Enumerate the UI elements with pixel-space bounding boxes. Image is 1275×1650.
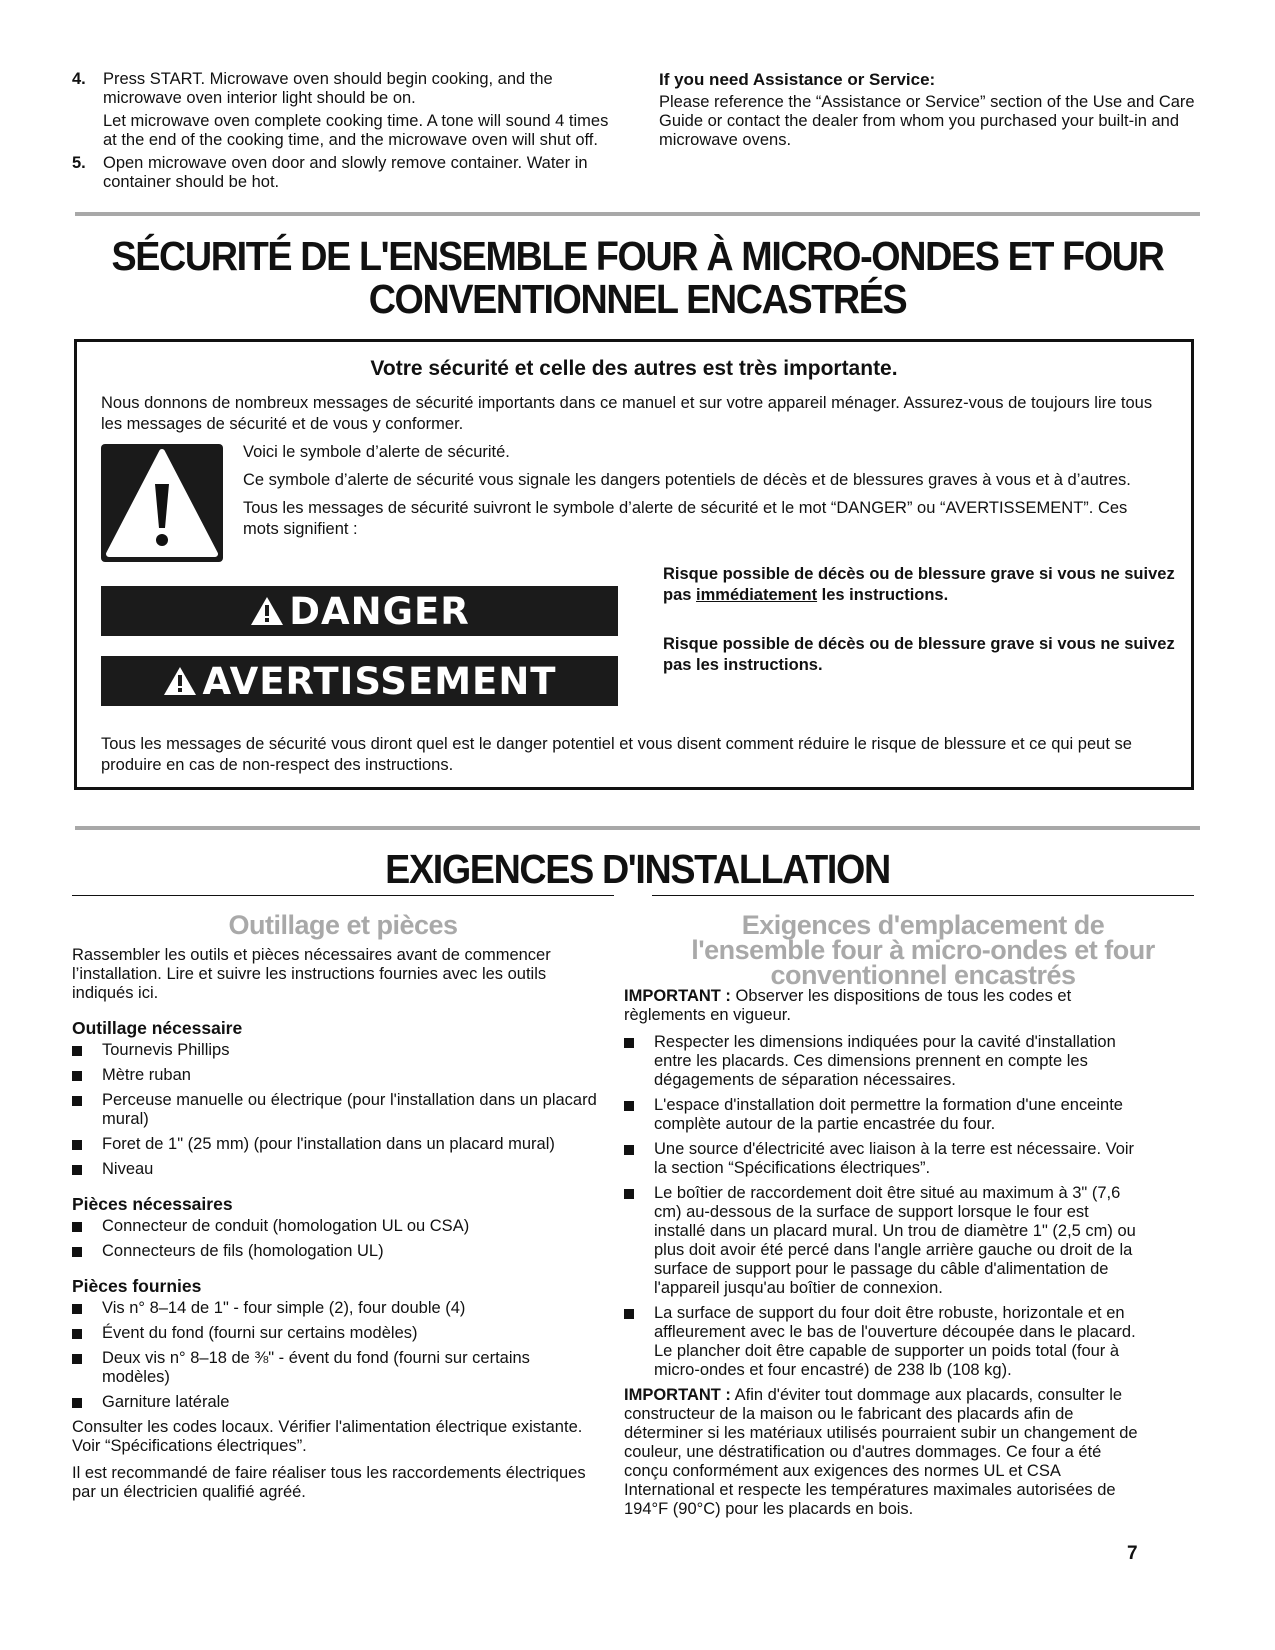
bullet-icon (72, 1046, 82, 1056)
subtitle-line: Exigences d'emplacement de (741, 910, 1105, 940)
list-item (624, 1096, 1144, 1134)
supplied-heading: Pièces fournies (72, 1276, 202, 1296)
warning-banner (101, 656, 618, 706)
symbol-text: Tous les messages de sécurité suivront le symbole d’alerte de sécurité et le mot “DANGER” ou “AVERTISSEMENT”. Ces mots signifient : (243, 499, 1128, 538)
list-item (72, 1349, 597, 1387)
subtitle-line: conventionnel encastrés (770, 960, 1076, 990)
assistance-column (659, 70, 1199, 150)
bullet-icon (72, 1304, 82, 1314)
warning-label: AVERTISSEMENT (202, 659, 557, 703)
list-item (72, 1041, 597, 1060)
bullet-icon (72, 1071, 82, 1081)
safety-box (74, 339, 1194, 790)
danger-desc-text: les instructions. (817, 586, 949, 604)
important-text: Afin d'éviter tout dommage aux placards, consulter le constructeur de la maison ou le fabricant des placards afin de déterminer si les matériaux utilisés pourraient subir un changement de couleur, une déstratification ou d'autres dommages. Ce four a été conçu conformément aux exigences des normes UL et CSA International et respecte les températures maximales autorisées de 194°F (90°C) pour les placards en bois. (624, 1386, 1138, 1518)
list-item (624, 1304, 1144, 1380)
bullet-icon (624, 1101, 634, 1111)
section-divider (75, 826, 1200, 830)
list-item-text: Foret de 1" (25 mm) (pour l'installation dans un placard mural) (102, 1135, 555, 1153)
step-text: Open microwave oven door and slowly remove container. Water in container should be hot. (103, 154, 588, 191)
list-item-text: Respecter les dimensions indiquées pour la cavité d'installation entre les placards. Ces dimensions prennent en compte les dégagements de séparation nécessaires. (654, 1033, 1116, 1089)
list-item-text: Évent du fond (fourni sur certains modèles) (102, 1324, 418, 1342)
section-divider (75, 212, 1200, 216)
list-item (72, 1217, 597, 1236)
list-item-text: Tournevis Phillips (102, 1041, 230, 1059)
column-rule (652, 895, 1194, 896)
list-item-text: Le boîtier de raccordement doit être situé au maximum à 3" (7,6 cm) au-dessous de la surface de support lorsque le four est installé dans un placard mural. Un trou de diamètre 1" (2,5 cm) ou plus doit avoir été percé dans l'angle arrière gauche ou droit de la surface de support pour le passage du câble d'alimentation de l'appareil jusqu'au boîtier de connexion. (654, 1184, 1136, 1297)
list-item-text: La surface de support du four doit être robuste, horizontale et en affleurement avec le bas de l'ouverture découpée dans le placard. Le plancher doit être capable de supporter un poids total (four à micro-ondes et four encastré) de 238 lb (108 kg). (654, 1304, 1136, 1379)
list-item (624, 1140, 1144, 1178)
list-item (624, 1033, 1144, 1090)
danger-banner (101, 586, 618, 636)
bullet-icon (72, 1398, 82, 1408)
step-5 (70, 154, 615, 192)
tools-intro: Rassembler les outils et pièces nécessaires avant de commencer l’installation. Lire et suivre les instructions fournies avec les outils indiqués ici. (72, 946, 551, 1002)
list-item-text: Connecteur de conduit (homologation UL ou CSA) (102, 1217, 470, 1235)
step-4 (70, 70, 615, 150)
list-item-text: Niveau (102, 1160, 154, 1178)
list-item-text: L'espace d'installation doit permettre la formation d'une enceinte complète autour de la partie encastrée du four. (654, 1096, 1123, 1133)
safety-intro: Nous donnons de nombreux messages de sécurité importants dans ce manuel et sur votre appareil ménager. Assurez-vous de toujours lire tous les messages de sécurité et de vous y conformer. (101, 394, 1153, 433)
safety-title-line: SÉCURITÉ DE L'ENSEMBLE FOUR À MICRO-ONDES ET FOUR (111, 233, 1164, 279)
bullet-icon (624, 1309, 634, 1319)
list-item (72, 1324, 597, 1343)
step-number: 5. (72, 154, 86, 172)
bullet-icon (624, 1189, 634, 1199)
important-label: IMPORTANT : (624, 1386, 731, 1404)
danger-description (663, 564, 1183, 606)
step-number: 4. (72, 70, 86, 88)
danger-desc-text: Risque possible de décès ou de blessure grave si vous ne suivez pas (663, 565, 1175, 604)
list-item-text: Deux vis n° 8–18 de ⅜" - évent du fond (fourni sur certains modèles) (102, 1349, 530, 1386)
safety-heading: Votre sécurité et celle des autres est très importante. (370, 357, 898, 380)
subtitle-line: l'ensemble four à micro-ondes et four (691, 935, 1155, 965)
danger-desc-underline: immédiatement (696, 586, 818, 604)
warning-triangle-icon (249, 595, 285, 627)
location-requirements-list (624, 1033, 1144, 1380)
list-item-text: Une source d'électricité avec liaison à la terre est nécessaire. Voir la section “Spécifications électriques”. (654, 1140, 1135, 1177)
location-subtitle (652, 910, 1194, 990)
parts-list (72, 1217, 597, 1261)
bullet-icon (624, 1145, 634, 1155)
warning-description: Risque possible de décès ou de blessure grave si vous ne suivez pas les instructions. (663, 635, 1175, 674)
symbol-text: Voici le symbole d’alerte de sécurité. (243, 443, 510, 461)
list-item-text: Perceuse manuelle ou électrique (pour l'installation dans un placard mural) (102, 1091, 597, 1128)
list-item-text: Garniture latérale (102, 1393, 230, 1411)
list-item-text: Connecteurs de fils (homologation UL) (102, 1242, 384, 1260)
list-item-text: Vis n° 8–14 de 1" - four simple (2), four double (4) (102, 1299, 466, 1317)
list-item (72, 1160, 597, 1179)
important-note (624, 1386, 1144, 1519)
list-item (72, 1393, 597, 1412)
column-rule (72, 895, 614, 896)
list-item-text: Mètre ruban (102, 1066, 191, 1084)
supplied-list (72, 1299, 597, 1412)
important-label: IMPORTANT : (624, 987, 731, 1005)
symbol-text: Ce symbole d’alerte de sécurité vous signale les dangers potentiels de décès et de blessures graves à vous et à d’autres. (243, 471, 1131, 489)
tools-parts-subtitle: Outillage et pièces (228, 910, 458, 940)
assistance-title: If you need Assistance or Service: (659, 70, 936, 89)
bullet-icon (72, 1096, 82, 1106)
bullet-icon (72, 1165, 82, 1175)
list-item (72, 1242, 597, 1261)
symbol-explanation (243, 442, 1143, 547)
location-column (624, 987, 1144, 1527)
safety-title-line: CONVENTIONNEL ENCASTRÉS (368, 276, 907, 322)
installation-title: EXIGENCES D'INSTALLATION (385, 846, 890, 892)
danger-label: DANGER (289, 589, 470, 633)
closing-text: Il est recommandé de faire réaliser tous les raccordements électriques par un électricien qualifié agréé. (72, 1464, 586, 1501)
list-item (72, 1091, 597, 1129)
list-item (72, 1135, 597, 1154)
closing-text: Consulter les codes locaux. Vérifier l'alimentation électrique existante. Voir “Spécifications électriques”. (72, 1418, 583, 1455)
bullet-icon (72, 1140, 82, 1150)
tools-heading: Outillage nécessaire (72, 1018, 243, 1038)
steps-column (70, 70, 615, 196)
tools-parts-column (72, 946, 597, 1510)
bullet-icon (624, 1038, 634, 1048)
list-item (624, 1184, 1144, 1298)
step-text: Let microwave oven complete cooking time. A tone will sound 4 times at the end of the cooking time, and the microwave oven will shut off. (103, 112, 609, 149)
important-text: Observer les dispositions de tous les codes et règlements en vigueur. (624, 987, 1072, 1024)
tools-list (72, 1041, 597, 1179)
bullet-icon (72, 1329, 82, 1339)
list-item (72, 1066, 597, 1085)
step-text: Press START. Microwave oven should begin cooking, and the microwave oven interior light should be on. (103, 70, 553, 107)
page-number: 7 (1127, 1543, 1138, 1564)
parts-heading: Pièces nécessaires (72, 1194, 233, 1214)
safety-outro: Tous les messages de sécurité vous diront quel est le danger potentiel et vous disent comment réduire le risque de blessure et ce qui peut se produire en cas de non-respect des instructions. (101, 735, 1132, 774)
important-note (624, 987, 1144, 1025)
warning-triangle-icon (162, 665, 198, 697)
assistance-body: Please reference the “Assistance or Service” section of the Use and Care Guide or contact the dealer from whom you purchased your built-in and microwave ovens. (659, 93, 1195, 149)
safety-title (106, 235, 1169, 321)
safety-alert-icon (101, 444, 223, 562)
bullet-icon (72, 1247, 82, 1257)
bullet-icon (72, 1222, 82, 1232)
list-item (72, 1299, 597, 1318)
bullet-icon (72, 1354, 82, 1364)
